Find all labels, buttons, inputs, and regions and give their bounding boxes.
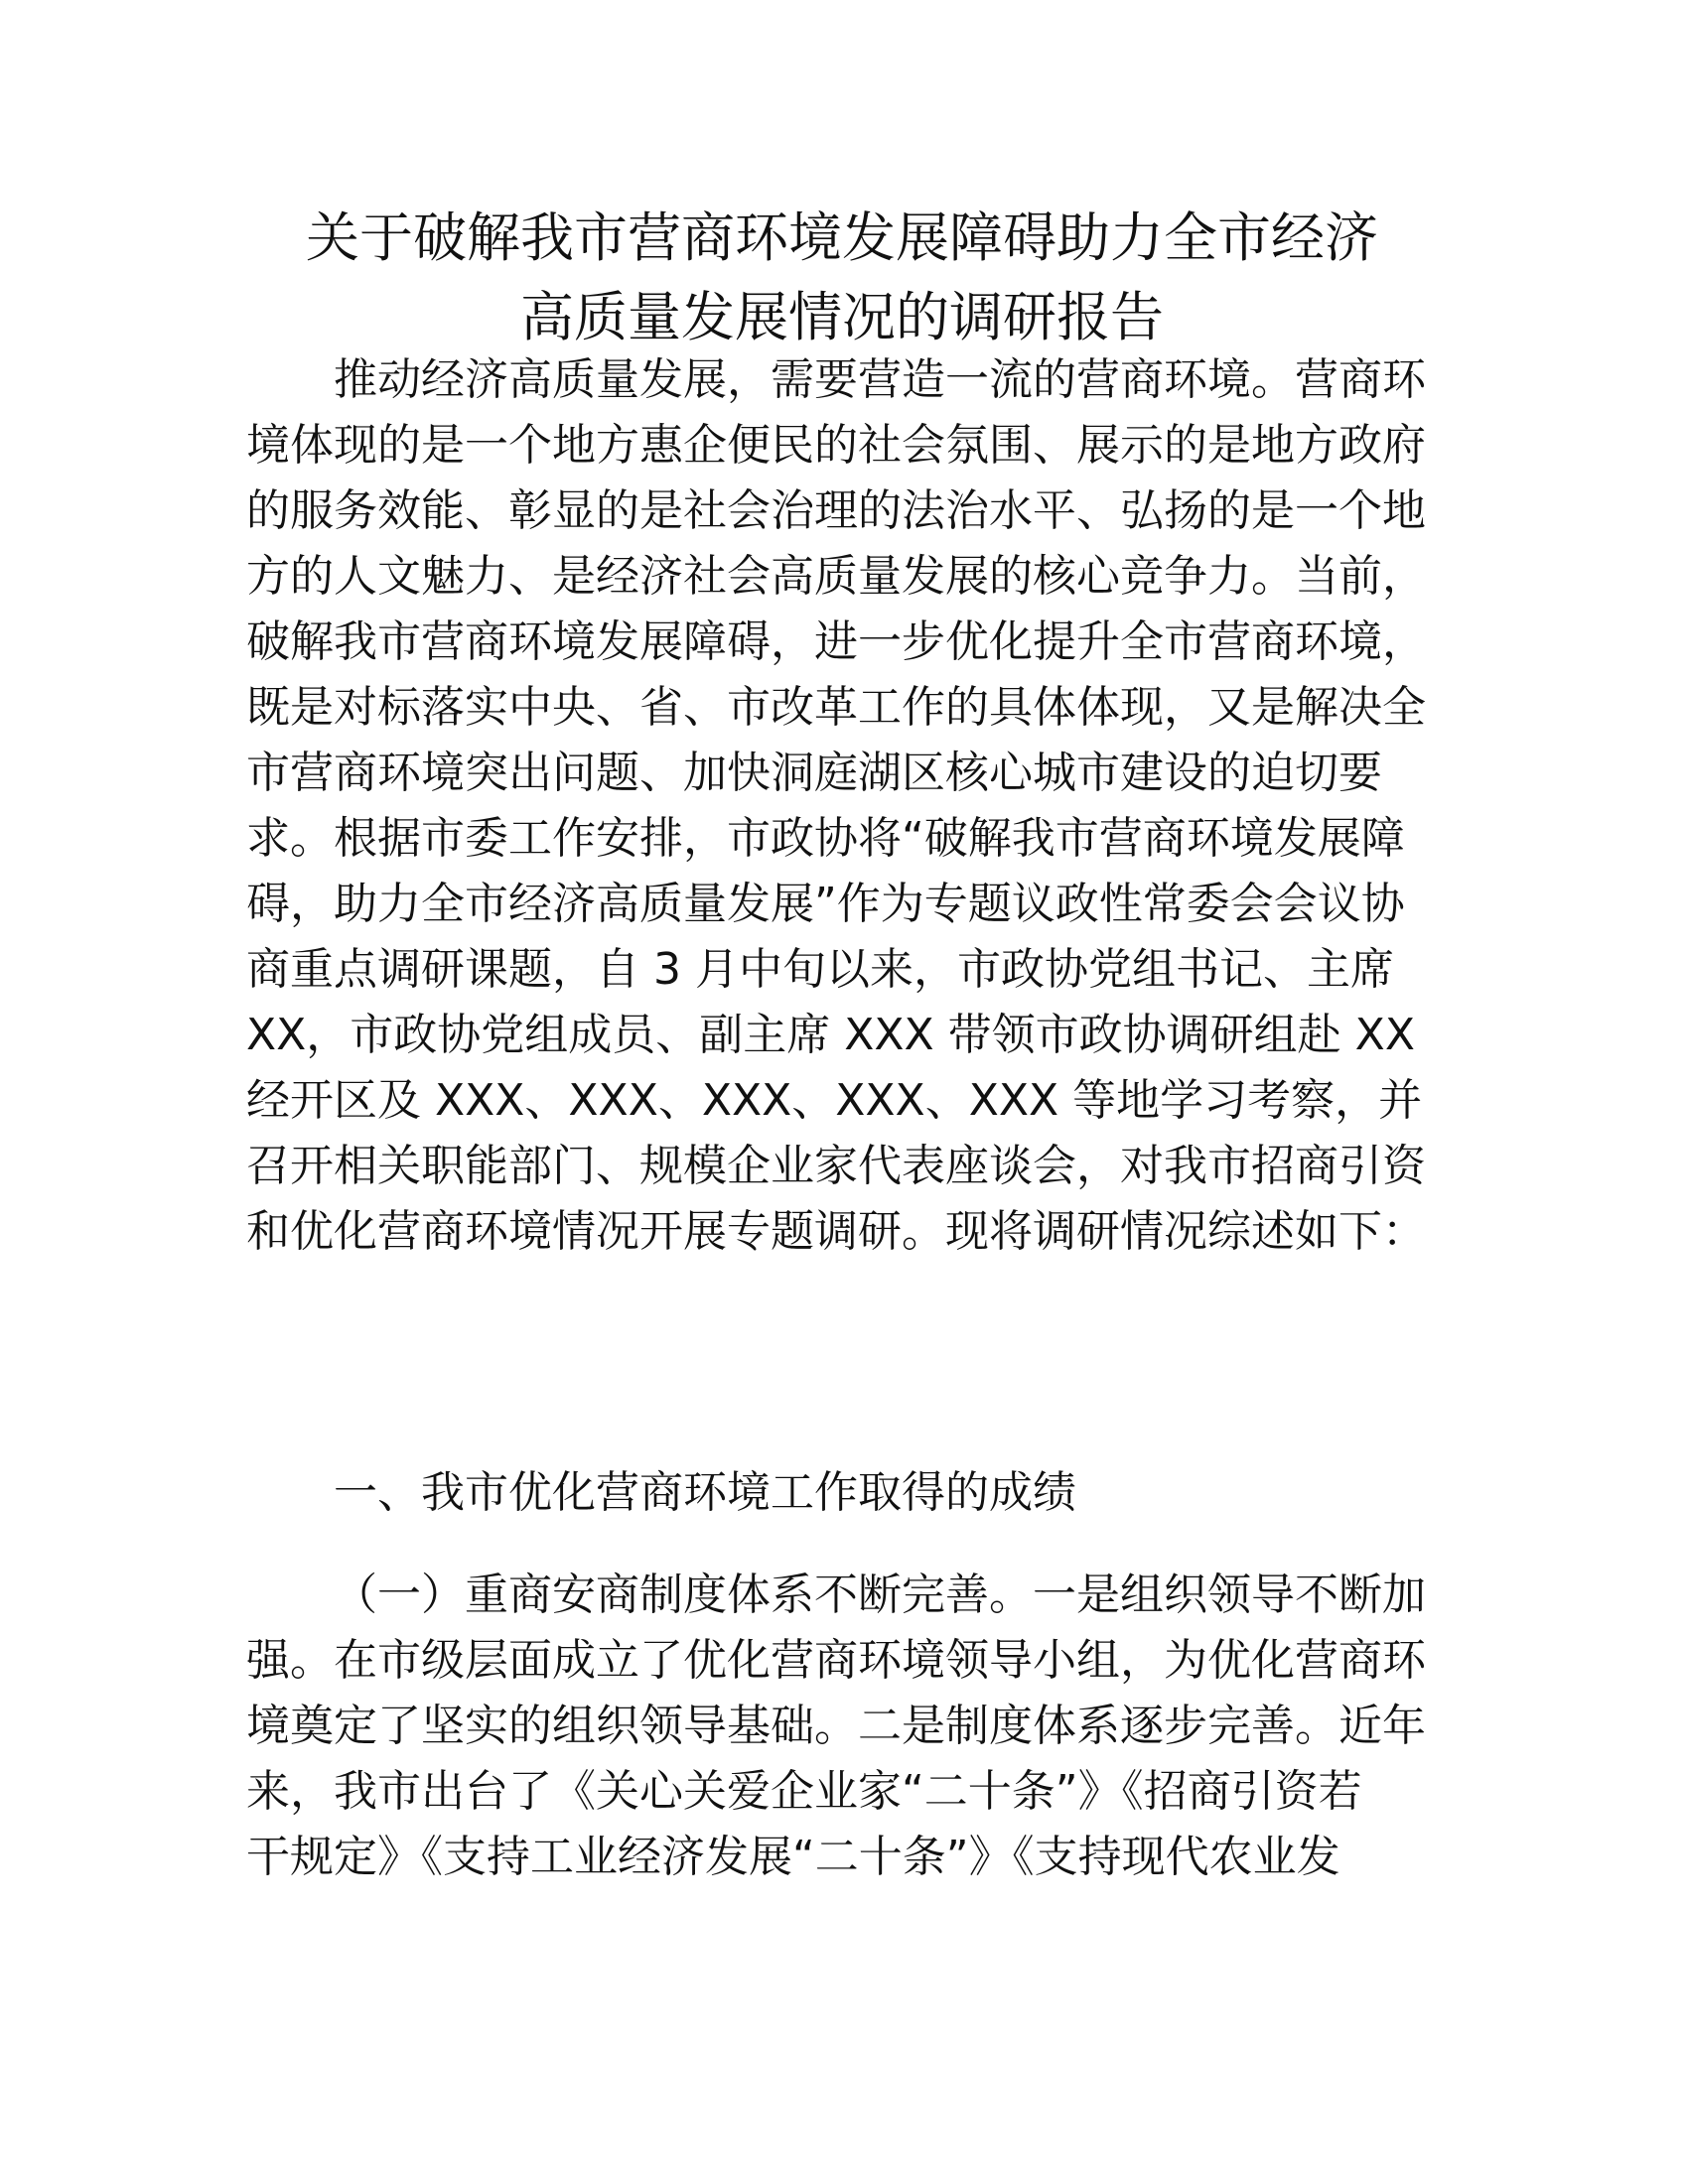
paragraph-line: 市营商环境突出问题、加快洞庭湖区核心城市建设的迫切要 — [246, 748, 1382, 798]
paragraph-line: 经开区及 XXX、XXX、XXX、XXX、XXX 等地学习考察，并 — [246, 1075, 1423, 1126]
paragraph-line: 强。在市级层面成立了优化营商环境领导小组，为优化营商环 — [246, 1635, 1426, 1686]
paragraph-line: 境体现的是一个地方惠企便民的社会氛围、展示的是地方政府 — [246, 420, 1426, 471]
paragraph-line: 求。根据市委工作安排，市政协将“破解我市营商环境发展障 — [246, 813, 1405, 864]
intro-paragraph — [246, 347, 1438, 1265]
section-heading-text: 一、我市优化营商环境工作取得的成绩 — [334, 1467, 1076, 1518]
title-line: 高质量发展情况的调研报告 — [520, 286, 1164, 348]
paragraph-line: （一）重商安商制度体系不断完善。一是组织领导不断加 — [334, 1570, 1426, 1620]
section-heading — [246, 1460, 1438, 1526]
paragraph-line: 碍，助力全市经济高质量发展”作为专题议政性常委会会议协 — [246, 879, 1405, 929]
paragraph-line: 来，我市出台了《关心关爱企业家“二十条”》《招商引资若 — [246, 1766, 1362, 1817]
section-paragraph — [246, 1563, 1438, 1890]
paragraph-line: 干规定》《支持工业经济发展“二十条”》《支持现代农业发 — [246, 1832, 1340, 1882]
document-title — [246, 199, 1438, 357]
paragraph-line: 推动经济高质量发展，需要营造一流的营商环境。营商环 — [334, 354, 1426, 405]
paragraph-line: 破解我市营商环境发展障碍，进一步优化提升全市营商环境， — [246, 616, 1426, 667]
paragraph-line: 召开相关职能部门、规模企业家代表座谈会，对我市招商引资 — [246, 1141, 1426, 1191]
paragraph-line: 的服务效能、彰显的是社会治理的法治水平、弘扬的是一个地 — [246, 485, 1426, 536]
title-line: 关于破解我市营商环境发展障碍助力全市经济 — [306, 206, 1378, 269]
paragraph-line: 既是对标落实中央、省、市改革工作的具体体现，又是解决全 — [246, 682, 1426, 733]
paragraph-line: XX，市政协党组成员、副主席 XXX 带领市政协调研组赴 XX — [246, 1010, 1415, 1060]
paragraph-line: 方的人文魅力、是经济社会高质量发展的核心竞争力。当前， — [246, 551, 1426, 602]
paragraph-line: 和优化营商环境情况开展专题调研。现将调研情况综述如下： — [246, 1206, 1426, 1257]
paragraph-line: 境奠定了坚实的组织领导基础。二是制度体系逐步完善。近年 — [246, 1701, 1426, 1751]
paragraph-line: 商重点调研课题，自 3 月中旬以来，市政协党组书记、主席 — [246, 944, 1394, 995]
